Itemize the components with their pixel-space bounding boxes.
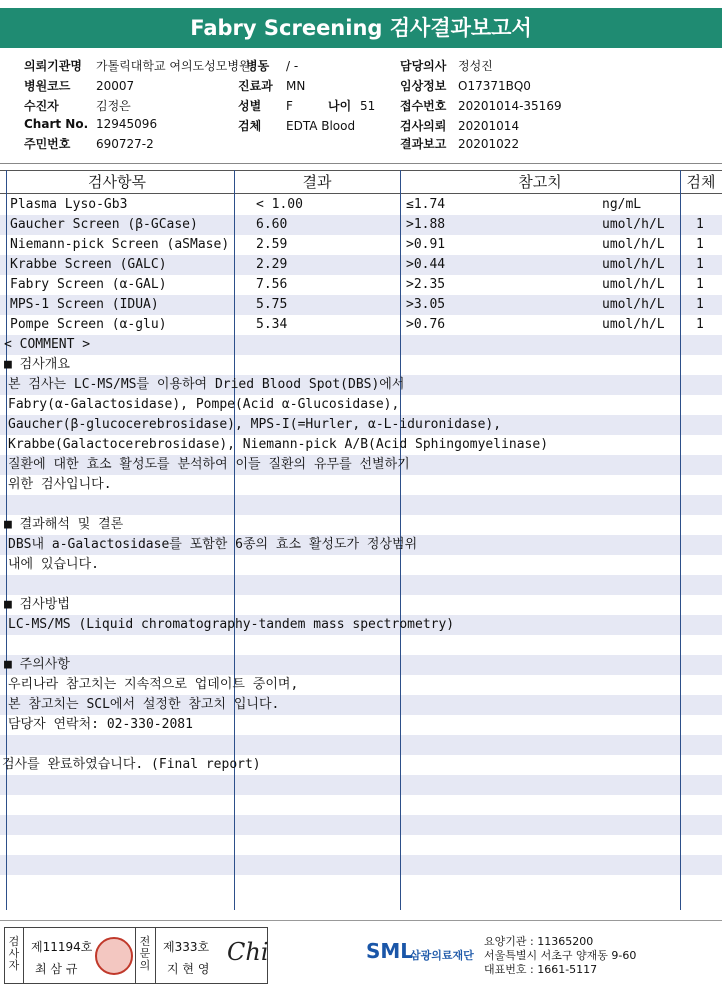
row-stripe [0,655,722,675]
inspector-number: 제11194호 [31,940,93,954]
report-footer [0,920,722,991]
header-age: 나이 51 [328,99,376,113]
col-header-result: 결과 [302,173,332,191]
col-header-specimen: 검체 [686,173,716,191]
org-name: 삼광의료재단 [410,949,474,962]
inspector-name: 최 삼 규 [35,962,78,976]
col-header-ref: 참고치 [518,173,562,191]
org-info [484,935,636,977]
header-field: 병동 / - [246,59,299,73]
comment-line: DBS내 a-Galactosidase를 포함한 6종의 효소 활성도가 정상범위 [8,537,418,552]
row-stripe [0,815,722,835]
row-stripe [0,355,722,375]
row-stripe [0,575,722,595]
org-phone: 대표번호 : 1661-5117 [484,963,598,976]
table-row: Krabbe Screen (GALC) 2.29 >0.44 umol/h/L 1 [10,257,704,272]
col-header-item: 검사항목 [88,173,146,191]
comment-line: ■ 주의사항 [4,657,70,672]
signature-box [4,927,268,984]
row-stripe [0,495,722,515]
row-stripe [0,875,722,895]
table-row: Fabry Screen (α-GAL) 7.56 >2.35 umol/h/L 1 [10,277,704,292]
header-field: 임상정보 O17371BQ0 [400,79,531,93]
report-title: Fabry Screening 검사결과보고서 [0,8,722,48]
signature-icon: Chi [227,938,269,966]
sml-logo-icon: SML [366,939,414,963]
comment-line: 위한 검사입니다. [8,477,112,492]
org-address: 서울특별시 서초구 양재동 9-60 [484,949,637,962]
final-report-line: 검사를 완료하였습니다. (Final report) [2,757,261,772]
comment-line: < COMMENT > [4,337,91,352]
row-stripe [0,335,722,355]
comment-line: 본 검사는 LC-MS/MS를 이용하여 Dried Blood Spot(DBS)에서 [8,377,405,392]
row-stripe [0,555,722,575]
table-header [0,170,722,194]
header-field: 의뢰기관명 가톨릭대학교 여의도성모병원 [24,59,251,73]
comment-line: Krabbe(Galactocerebrosidase), Niemann-pick A/B(Acid Sphingomyelinase) [8,437,549,452]
row-stripe [0,835,722,855]
row-stripe [0,635,722,655]
header-field: 주민번호 690727-2 [24,137,154,151]
comment-line: Fabry(α-Galactosidase), Pompe(Acid α-Glucosidase), [8,397,400,412]
approver-label: 전문의 [139,935,151,972]
table-row: Gaucher Screen (β-GCase) 6.60 >1.88 umol/h/L 1 [10,217,704,232]
row-stripe [0,595,722,615]
header-field: 성별 F [238,99,293,113]
inspector-label: 검사자 [8,935,20,972]
comment-line: 우리나라 참고치는 지속적으로 업데이트 중이며, [8,677,299,692]
row-stripe [0,735,722,755]
header-divider [0,163,722,164]
divider [135,928,136,983]
comment-line: ■ 검사개요 [4,357,70,372]
header-field: 검사의뢰 20201014 [400,119,520,133]
org-code: 요양기관 : 11365200 [484,935,594,948]
header-field: 결과보고 20201022 [400,137,520,151]
row-stripe [0,855,722,875]
comment-line: Gaucher(β-glucocerebrosidase), MPS-I(=Hurler, α-L-iduronidase), [8,417,502,432]
table-row: MPS-1 Screen (IDUA) 5.75 >3.05 umol/h/L 1 [10,297,704,312]
comment-line: LC-MS/MS (Liquid chromatography-tandem mass spectrometry) [8,617,455,632]
divider [23,928,24,983]
comment-line: ■ 검사방법 [4,597,70,612]
comment-line: ■ 결과해석 및 결론 [4,517,124,532]
header-field: 접수번호 20201014-35169 [400,99,562,113]
table-row: Niemann-pick Screen (aSMase) 2.59 >0.91 umol/h/L 1 [10,237,704,252]
header-field: 병원코드 20007 [24,79,135,93]
row-stripe [0,795,722,815]
comment-line: 본 참고치는 SCL에서 설정한 참고치 입니다. [8,697,280,712]
table-row: Pompe Screen (α-glu) 5.34 >0.76 umol/h/L 1 [10,317,704,332]
divider [155,928,156,983]
comment-line: 질환에 대한 효소 활성도를 분석하여 이들 질환의 유무를 선별하기 [8,457,410,472]
header-field: 검체 EDTA Blood [238,119,356,133]
official-seal-icon [95,937,133,975]
approver-number: 제333호 [163,940,210,954]
header-field: Chart No. 12945096 [24,117,158,131]
approver-name: 지 현 영 [167,962,210,976]
comment-line: 담당자 연락처: 02-330-2081 [8,717,193,732]
header-field: 진료과 MN [238,79,306,93]
table-row: Plasma Lyso-Gb3 < 1.00 ≤1.74 ng/mL [10,197,642,212]
header-field: 담당의사 정성진 [400,59,493,73]
row-stripe [0,775,722,795]
header-field: 수진자 김정은 [24,99,131,113]
comment-line: 내에 있습니다. [8,557,100,572]
